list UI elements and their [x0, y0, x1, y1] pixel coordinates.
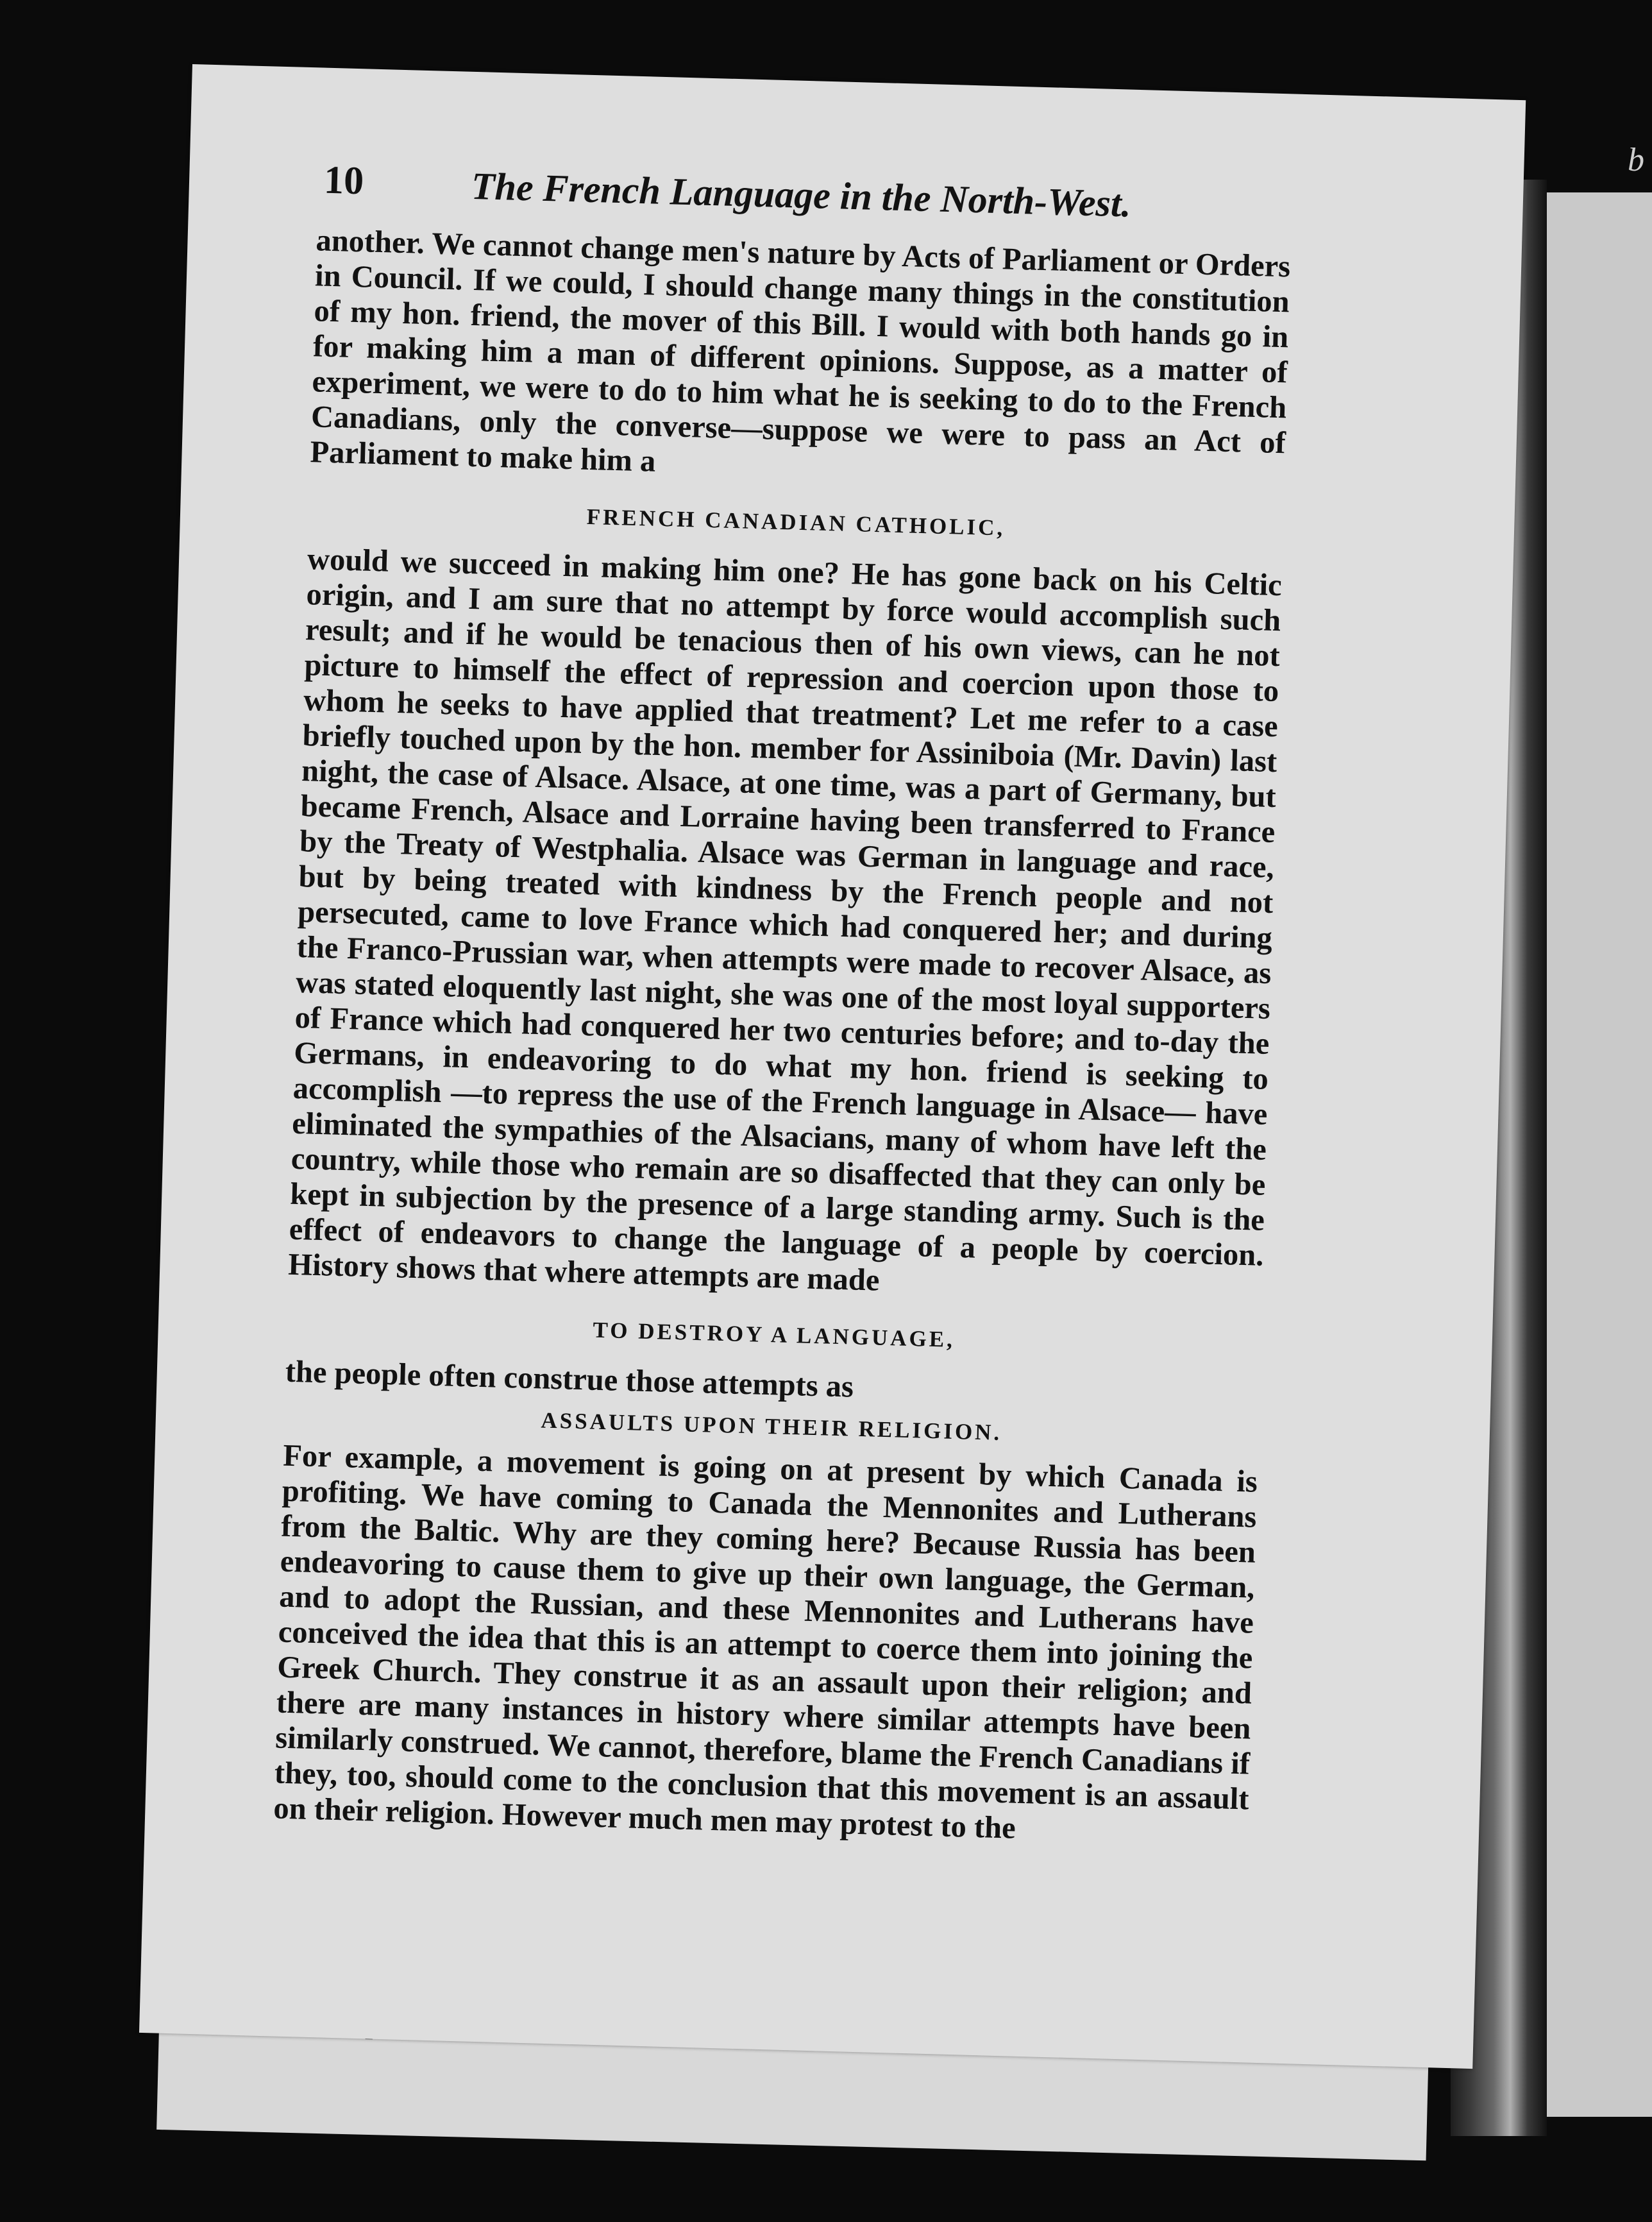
paragraph-4: For example, a movement is going on at present by which Canada is profiting. We have coming to Canada the Mennonites and Lutherans from the Baltic. Why are they coming here? Because Russia has been endeavoring to cause them to give up their own language, the German, and to adopt the Russian, and these Mennonites and Lutherans have conceived the idea that this is an attempt to coerce them into joining the Greek Church. They construe it as an assault upon their religion; and there are many instances in history where similar attempts have been similarly construed. We cannot, therefore, blame the French Canadians if they, too, should come to the conclusion that this movement is an assault on their religion. However much men may protest to the	[273, 1438, 1258, 1845]
adjacent-page-fragment: b	[1628, 142, 1644, 178]
paragraph-1: another. We cannot change men's nature by Acts of Parliament or Orders in Council. If we could, I should change many things in the constitution of my hon. friend, the mover of this Bill. I would with both hands go in for making him a man of different opinions. Suppose, as a matter of experiment, we were to do to him what he is seeking to do to the French Canadians, only the converse—suppose we were to pass an Act of Parliament to make him a	[309, 223, 1291, 479]
paragraph-2: would we succeed in making him one? He has gone back on his Celtic origin, and I am sure that no attempt by force would accomplish such result; and if he would be tenacious then of his own views, can he not picture to himself the effect of repression and coercion upon those to whom he seeks to have applied that treatment? Let me refer to a case briefly touched upon by the hon. member for Assiniboia (Mr. Davin) last night, the case of Alsace. Alsace, at one time, was a part of Germany, but became French, Alsace and Lorraine having been transferred to France by the Treaty of Westphalia. Alsace was German in language and race, but by being treated with kindness by the French people and not persecuted, came to love France which had conquered her; and during the Franco-Prussian war, when attempts were made to recover Alsace, as was stated eloquently last night, she was one of the most loyal supporters of France which had conquered her two centuries before; and to-day the Germans, in endeavoring to do what my hon. friend is seeking to accomplish —to repress the use of the French language in Alsace— have eliminated the sympathies of the Alsacians, many of whom have left the country, while those who remain are so disaffected that they can only be kept in subjection by the presence of a large standing army. Such is the effect of endeavors to change the language of a people by coercion. History shows that where attempts are made	[287, 542, 1283, 1298]
paragraph-3: the people often construe those attempts as	[285, 1354, 854, 1404]
section-heading-3: ASSAULTS UPON THEIR RELIGION.	[541, 1407, 1002, 1445]
page-content	[273, 157, 1293, 1852]
section-heading-1: FRENCH CANADIAN CATHOLIC,	[586, 504, 1006, 541]
running-title: The French Language in the North-West.	[471, 164, 1132, 225]
section-heading-2: TO DESTROY A LANGUAGE,	[593, 1317, 956, 1352]
adjacent-page-strip	[1547, 192, 1652, 2117]
page-number: 10	[323, 158, 365, 203]
book-page	[139, 64, 1526, 2069]
